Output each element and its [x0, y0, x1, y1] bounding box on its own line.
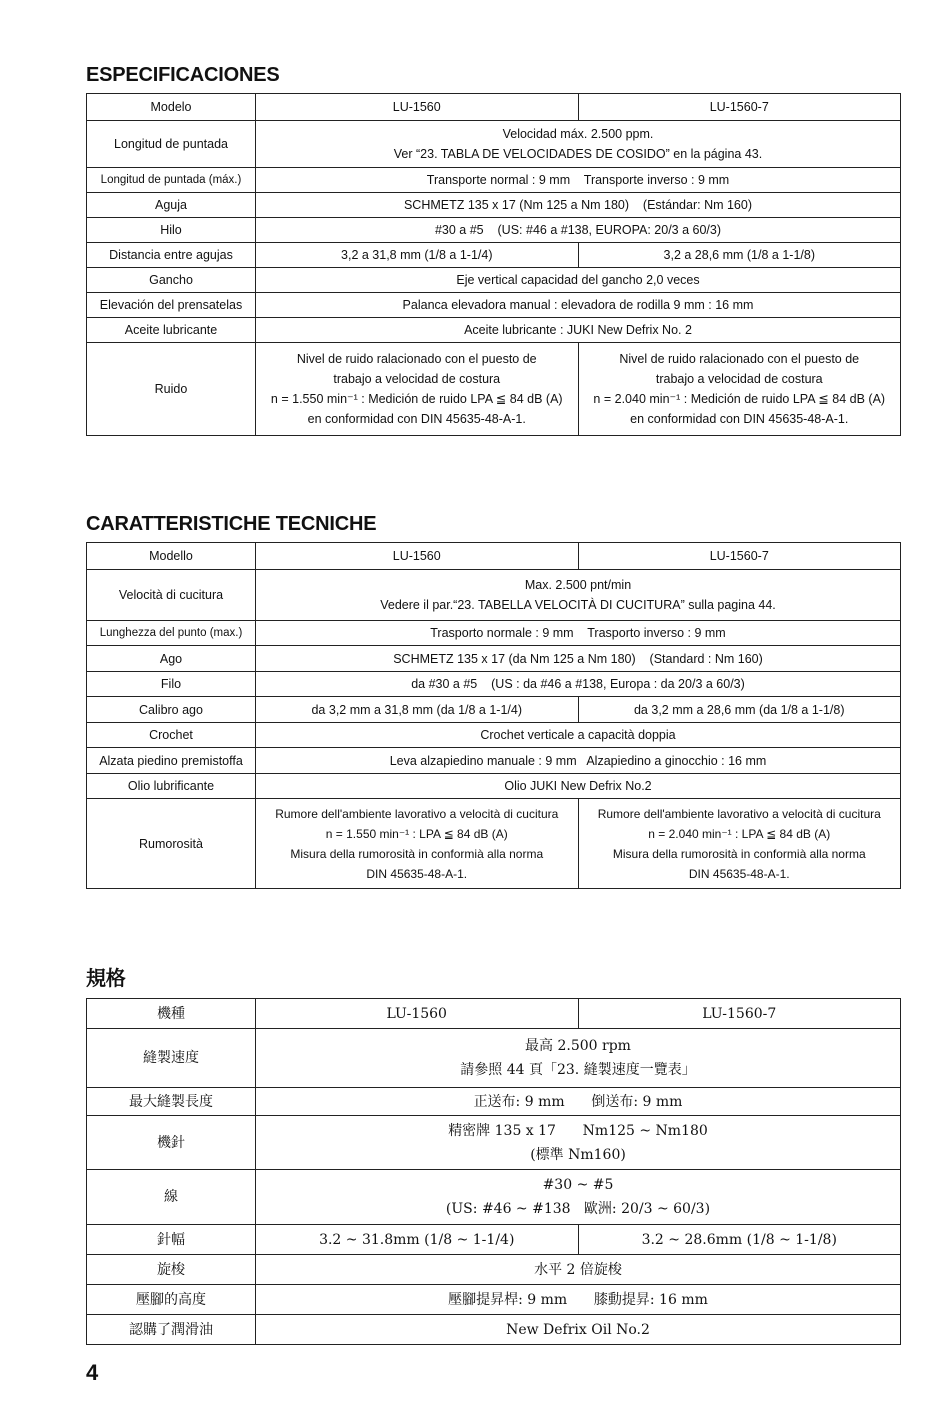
value-line: trabajo a velocidad de costura	[333, 372, 501, 386]
table-row	[87, 570, 901, 621]
row-value: SCHMETZ 135 x 17 (da Nm 125 a Nm 180) (Standard : Nm 160)	[256, 646, 901, 672]
row-label: Distancia entre agujas	[87, 243, 256, 268]
section-title-it: CARATTERISTICHE TECNICHE	[86, 513, 377, 535]
value-line: en conformidad con DIN 45635-48-A-1.	[630, 412, 849, 426]
table-row	[87, 168, 901, 193]
row-value: Transporte normal : 9 mm Transporte inverso : 9 mm	[256, 168, 901, 193]
table-row	[87, 1255, 901, 1285]
header-model-b: LU-1560-7	[578, 543, 901, 570]
table-row	[87, 243, 901, 268]
page-number: 4	[86, 1360, 99, 1385]
row-label: Aguja	[87, 193, 256, 218]
row-label: Crochet	[87, 723, 256, 748]
row-value-b: 3.2 ~ 28.6mm (1/8 ~ 1-1/8)	[578, 1225, 901, 1255]
table-row	[87, 343, 901, 436]
header-model-b: LU-1560-7	[578, 999, 901, 1029]
row-label: 縫製速度	[87, 1029, 256, 1088]
row-value-b	[578, 343, 901, 436]
table-row	[87, 672, 901, 697]
value-line: Nivel de ruido ralacionado con el puesto de	[619, 352, 860, 366]
table-row	[87, 318, 901, 343]
spec-table-it	[86, 542, 901, 889]
row-label: Elevación del prensatelas	[87, 293, 256, 318]
value-line: 精密牌 135 x 17 Nm125 ~ Nm180	[448, 1122, 708, 1139]
table-row	[87, 799, 901, 889]
row-label: 線	[87, 1170, 256, 1225]
value-line: en conformidad con DIN 45635-48-A-1.	[307, 412, 526, 426]
row-label: Calibro ago	[87, 697, 256, 723]
header-label: Modelo	[87, 94, 256, 121]
row-label: Ruido	[87, 343, 256, 436]
row-value: 壓腳提昇桿: 9 mm 膝動提昇: 16 mm	[256, 1285, 901, 1315]
value-line: (US: #46 ~ #138 歐洲: 20/3 ~ 60/3)	[445, 1201, 711, 1217]
table-row	[87, 621, 901, 646]
row-value: SCHMETZ 135 x 17 (Nm 125 a Nm 180) (Estándar: Nm 160)	[256, 193, 901, 218]
row-value: da #30 a #5 (US : da #46 a #138, Europa : da 20/3 a 60/3)	[256, 672, 901, 697]
table-row	[87, 94, 901, 121]
table-row	[87, 543, 901, 570]
row-label: Rumorosità	[87, 799, 256, 889]
row-label: Longitud de puntada (máx.)	[87, 168, 256, 193]
header-label: Modello	[87, 543, 256, 570]
header-model-a: LU-1560	[256, 94, 579, 121]
row-value-a: da 3,2 mm a 31,8 mm (da 1/8 a 1-1/4)	[256, 697, 579, 723]
row-value-b: 3,2 a 28,6 mm (1/8 a 1-1/8)	[578, 243, 901, 268]
header-model-a: LU-1560	[256, 999, 579, 1029]
row-value: Leva alzapiedino manuale : 9 mm Alzapiedino a ginocchio : 16 mm	[256, 748, 901, 774]
value-line: (標準 Nm160)	[530, 1146, 626, 1163]
row-value: Trasporto normale : 9 mm Trasporto inverso : 9 mm	[256, 621, 901, 646]
value-line: 最高 2.500 rpm	[525, 1038, 631, 1054]
row-label: 認購了潤滑油	[87, 1315, 256, 1345]
row-label: Longitud de puntada	[87, 121, 256, 168]
table-row	[87, 1029, 901, 1088]
row-label: 壓腳的高度	[87, 1285, 256, 1315]
row-label: Ago	[87, 646, 256, 672]
row-value	[256, 1116, 901, 1170]
value-line: Nivel de ruido ralacionado con el puesto de	[296, 352, 537, 366]
value-line: Vedere il par.“23. TABELLA VELOCITÀ DI CUCITURA” sulla pagina 44.	[380, 598, 776, 612]
table-row	[87, 1315, 901, 1345]
row-value: Palanca elevadora manual : elevadora de rodilla 9 mm : 16 mm	[256, 293, 901, 318]
value-line: Rumore dell'ambiente lavorativo a velocità di cucitura	[597, 806, 881, 821]
header-label: 機種	[87, 999, 256, 1029]
row-value: 水平 2 倍旋梭	[256, 1255, 901, 1285]
row-value: Olio JUKI New Defrix No.2	[256, 774, 901, 799]
row-value-a	[256, 343, 579, 436]
value-line: Misura della rumorosità in conformià alla norma	[612, 846, 866, 861]
row-value: Eje vertical capacidad del gancho 2,0 veces	[256, 268, 901, 293]
row-value: Aceite lubricante : JUKI New Defrix No. 2	[256, 318, 901, 343]
table-row	[87, 697, 901, 723]
row-value	[256, 1170, 901, 1225]
row-value-a: 3,2 a 31,8 mm (1/8 a 1-1/4)	[256, 243, 579, 268]
value-line: #30 ~ #5	[542, 1177, 614, 1193]
section-title-zh: 規格	[86, 968, 126, 990]
value-line: Ver “23. TABLA DE VELOCIDADES DE COSIDO” en la página 43.	[393, 147, 763, 161]
row-value-a	[256, 799, 579, 889]
value-line: n = 1.550 min⁻¹ : Medición de ruido LPA ≦ 84 dB (A)	[270, 392, 563, 406]
value-line: trabajo a velocidad de costura	[655, 372, 823, 386]
row-value-a: 3.2 ~ 31.8mm (1/8 ~ 1-1/4)	[256, 1225, 579, 1255]
header-model-a: LU-1560	[256, 543, 579, 570]
row-label: Velocità di cucitura	[87, 570, 256, 621]
row-value-b: da 3,2 mm a 28,6 mm (da 1/8 a 1-1/8)	[578, 697, 901, 723]
table-row	[87, 1088, 901, 1116]
row-label: 旋梭	[87, 1255, 256, 1285]
value-line: Velocidad máx. 2.500 ppm.	[502, 127, 654, 141]
row-label: 最大縫製長度	[87, 1088, 256, 1116]
row-value-b	[578, 799, 901, 889]
row-value	[256, 1029, 901, 1088]
table-row	[87, 293, 901, 318]
row-label: 機針	[87, 1116, 256, 1170]
table-row	[87, 748, 901, 774]
value-line: n = 2.040 min⁻¹ : Medición de ruido LPA ≦ 84 dB (A)	[593, 392, 886, 406]
table-row	[87, 268, 901, 293]
section-title-es: ESPECIFICACIONES	[86, 64, 280, 86]
table-row	[87, 1170, 901, 1225]
row-label: Lunghezza del punto (max.)	[87, 621, 256, 646]
table-row	[87, 1116, 901, 1170]
spec-table-zh	[86, 998, 901, 1345]
row-value: New Defrix Oil No.2	[256, 1315, 901, 1345]
value-line: n = 2.040 min⁻¹ : LPA ≦ 84 dB (A)	[648, 826, 831, 841]
row-label: Aceite lubricante	[87, 318, 256, 343]
table-row	[87, 999, 901, 1029]
value-line: DIN 45635-48-A-1.	[366, 866, 468, 881]
row-value: #30 a #5 (US: #46 a #138, EUROPA: 20/3 a 60/3)	[256, 218, 901, 243]
row-value	[256, 121, 901, 168]
row-label: Filo	[87, 672, 256, 697]
table-row	[87, 723, 901, 748]
row-value: 正送布: 9 mm 倒送布: 9 mm	[256, 1088, 901, 1116]
table-row	[87, 646, 901, 672]
table-row	[87, 193, 901, 218]
value-line: 請參照 44 頁「23. 縫製速度一覽表」	[460, 1062, 696, 1078]
value-line: Max. 2.500 pnt/min	[524, 578, 632, 592]
header-model-b: LU-1560-7	[578, 94, 901, 121]
table-row	[87, 774, 901, 799]
row-label: Alzata piedino premistoffa	[87, 748, 256, 774]
table-row	[87, 1285, 901, 1315]
row-value	[256, 570, 901, 621]
value-line: n = 1.550 min⁻¹ : LPA ≦ 84 dB (A)	[325, 826, 508, 841]
row-label: Olio lubrificante	[87, 774, 256, 799]
value-line: Rumore dell'ambiente lavorativo a velocità di cucitura	[275, 806, 559, 821]
row-label: Gancho	[87, 268, 256, 293]
value-line: Misura della rumorosità in conformià alla norma	[290, 846, 544, 861]
spec-table-es	[86, 93, 901, 436]
table-row	[87, 121, 901, 168]
row-label: Hilo	[87, 218, 256, 243]
table-row	[87, 218, 901, 243]
row-value: Crochet verticale a capacità doppia	[256, 723, 901, 748]
value-line: DIN 45635-48-A-1.	[688, 866, 790, 881]
table-row	[87, 1225, 901, 1255]
row-label: 針幅	[87, 1225, 256, 1255]
